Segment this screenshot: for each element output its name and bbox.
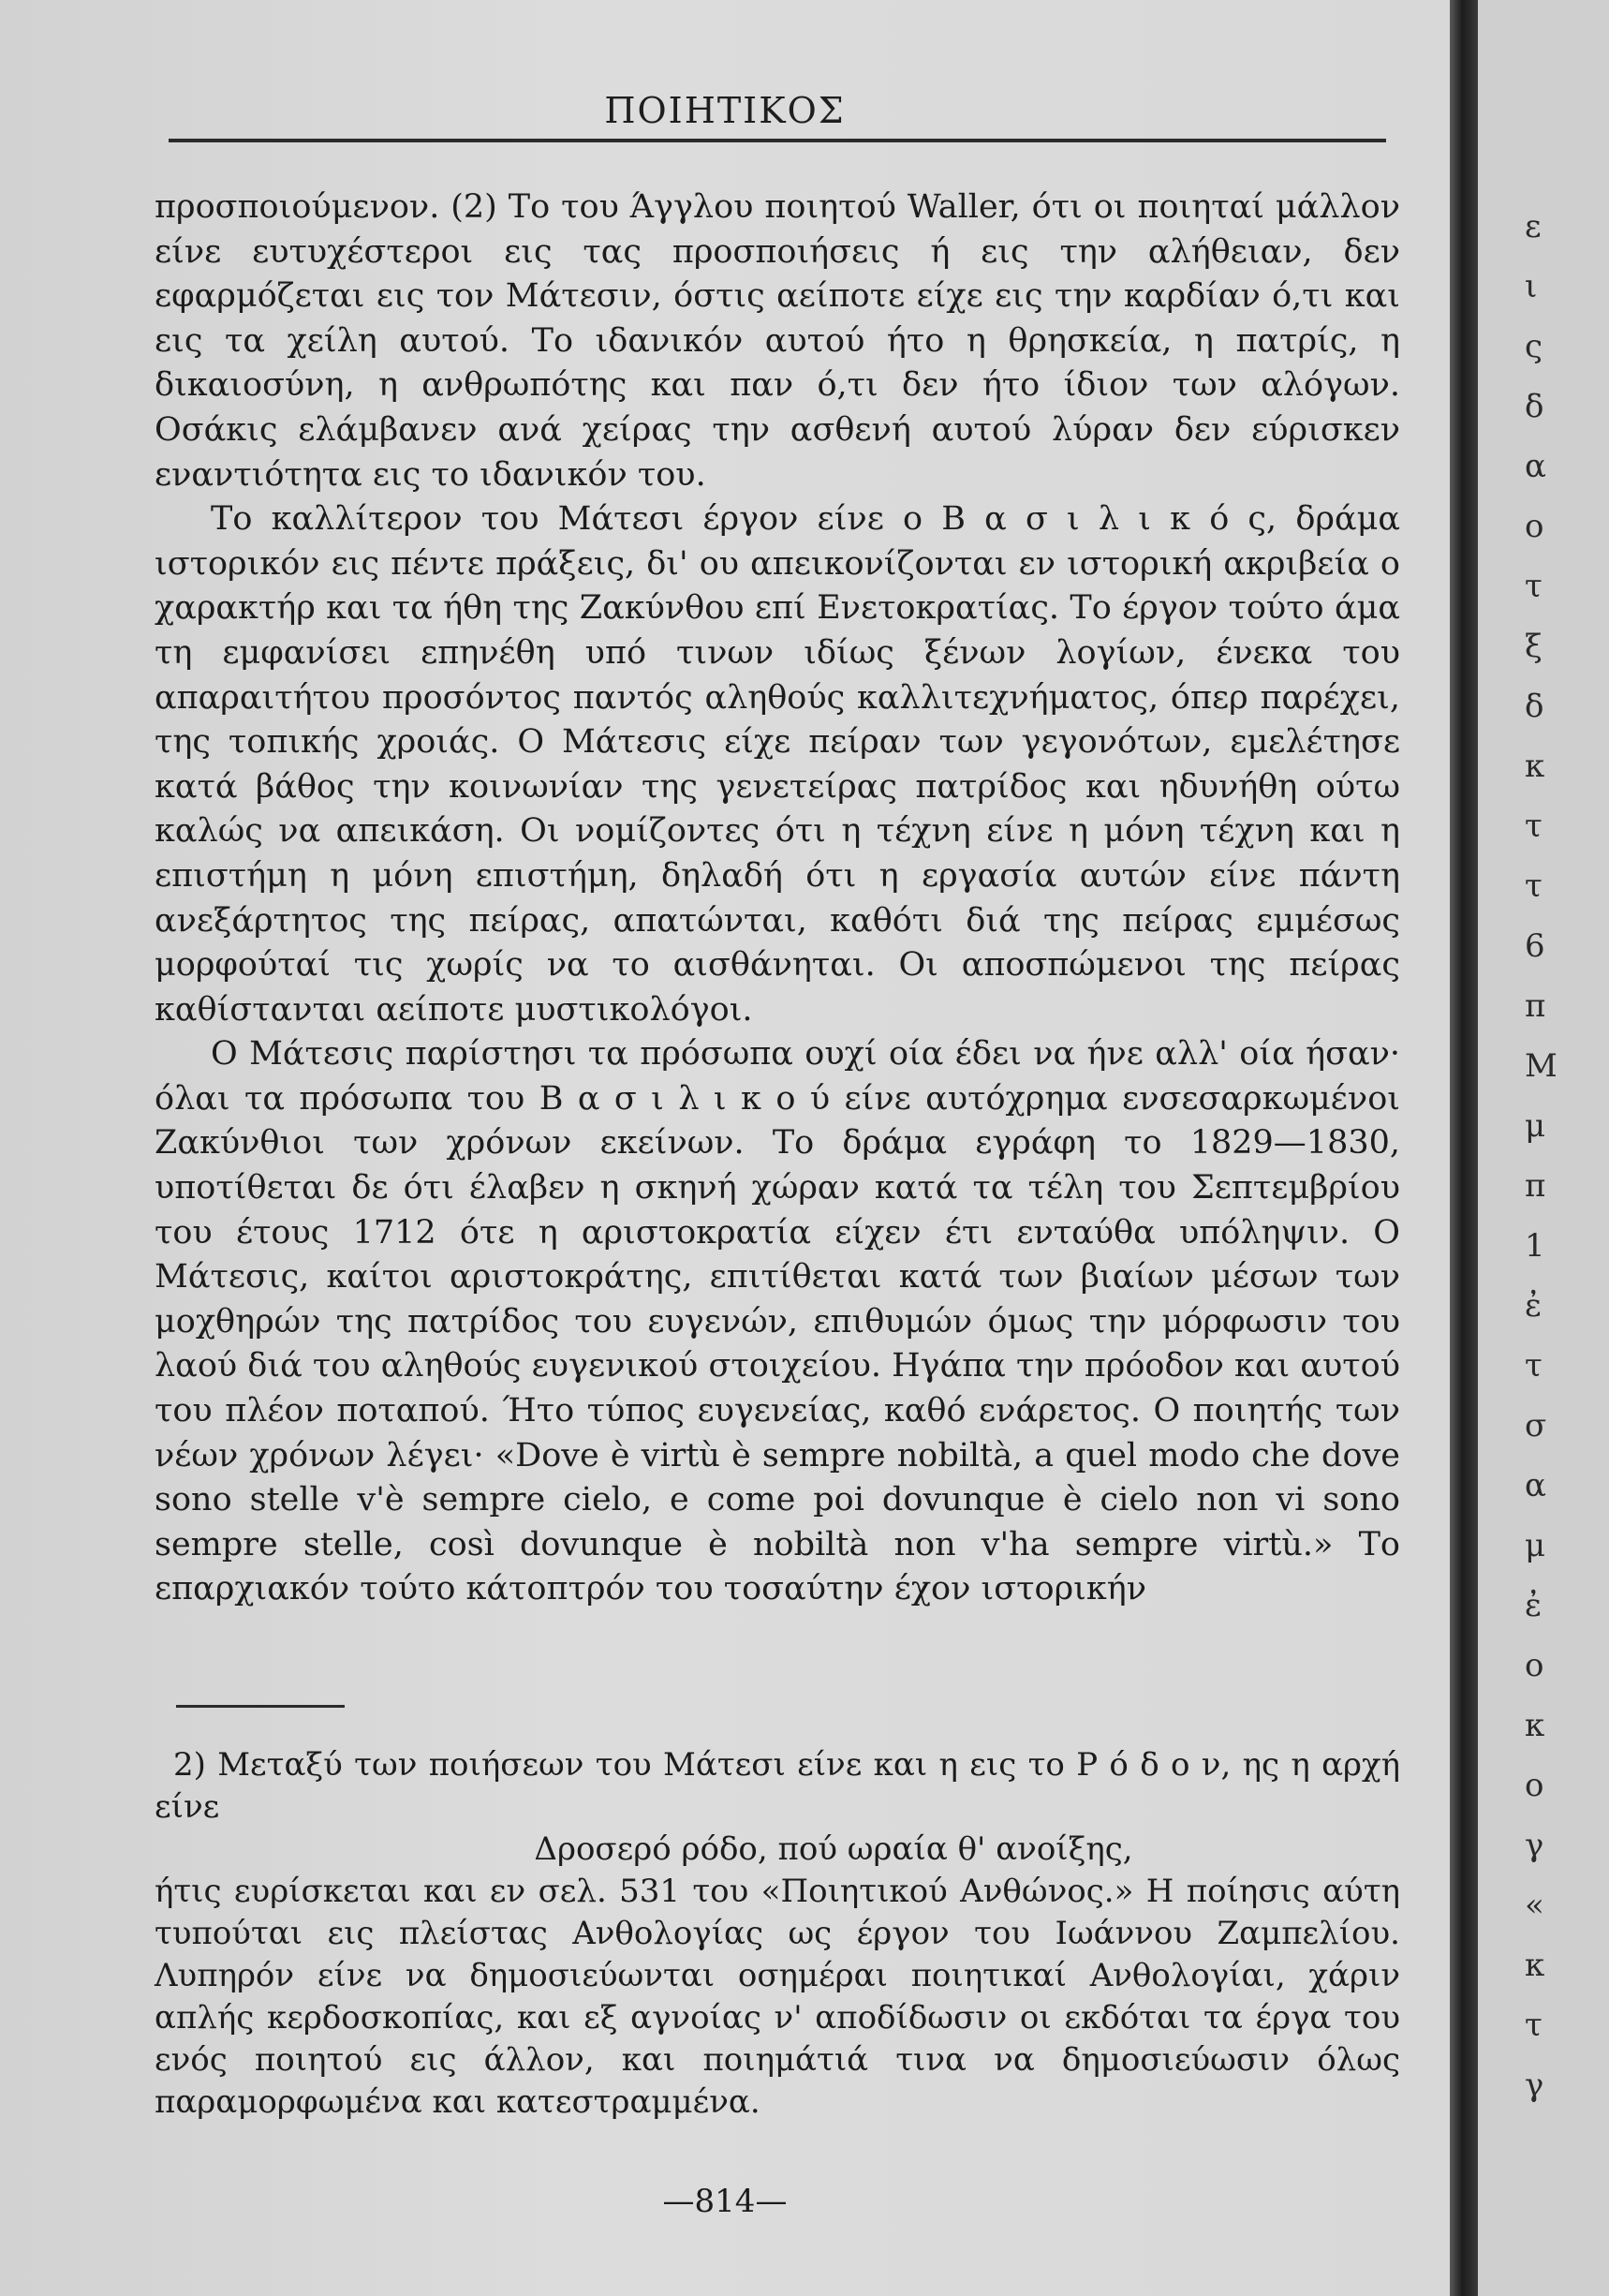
- facing-page-fragment: ο: [1525, 1647, 1544, 1684]
- facing-page-fragment: κ: [1525, 748, 1545, 785]
- facing-page-fragment: δ: [1525, 688, 1544, 725]
- facing-page-fragment: 1: [1525, 1227, 1545, 1265]
- facing-page-fragment: α: [1525, 448, 1546, 485]
- facing-page-fragment: ο: [1525, 508, 1544, 545]
- facing-page-fragment: ξ: [1525, 628, 1543, 665]
- facing-page-fragment: π: [1525, 987, 1546, 1025]
- paragraph: Το καλλίτερον του Μάτεσι έργον είνε ο Β α σ ι λ ι κ ό ς, δράμα ιστορικόν εις πέντε πράξεις, δι' ου απεικονίζονται εν ιστορική ακριβεία ο χαρακτήρ και τα ήθη της Ζακύνθου επί Ενετοκρατίας. Το έργον τούτο άμα τη εμφανίσει επηνέθη υπό τινων ιδίως ξένων λογίων, ένεκα του απαραιτήτου προσόντος παντός αληθούς καλλιτεχνήματος, όπερ παρέχει, της τοπικής χροιάς. Ο Μάτεσις είχε πείραν των γεγονότων, εμελέτησε κατά βάθος την κοινωνίαν της γενετείρας πατρίδος και ηδυνήθη ούτω καλώς να απεικάση. Οι νομίζοντες ότι η τέχνη είνε η μόνη τέχνη και η επιστήμη η μόνη επιστήμη, δηλαδή ότι η εργασία αυτών είνε πάντη ανεξάρτητος της πείρας, απατώνται, καθότι διά της πείρας εμμέσως μορφούταί τις χωρίς να το αισθάνηται. Οι αποσπώμενοι της πείρας καθίστανται αείποτε μυστικολόγοι.: [155, 500, 1400, 1029]
- facing-page-fragment: μ: [1525, 1527, 1546, 1564]
- main-text: [155, 185, 1400, 1612]
- header-rule: [169, 139, 1386, 142]
- facing-page-fragment: «: [1525, 1887, 1544, 1924]
- facing-page-fragment: ε: [1525, 208, 1542, 245]
- facing-page-fragment: μ: [1525, 1107, 1546, 1145]
- facing-page-fragment: τ: [1525, 807, 1543, 845]
- facing-page-fragment: ι: [1525, 268, 1538, 305]
- footnote-rule: [176, 1705, 345, 1708]
- facing-page-fragment: 6: [1525, 927, 1545, 965]
- facing-page: [1478, 0, 1609, 2296]
- facing-page-fragment: δ: [1525, 388, 1544, 425]
- running-head: ΠΟΙΗΤΙΚΟΣ: [604, 90, 846, 131]
- facing-page-fragment: τ: [1525, 568, 1543, 605]
- footnote-verse: Δροσερό ρόδο, πού ωραία θ' ανοίξης,: [534, 1830, 1133, 1868]
- facing-page-fragment: γ: [1525, 2066, 1544, 2104]
- facing-page-fragment: σ: [1525, 1407, 1547, 1444]
- facing-page-fragment: τ: [1525, 2007, 1543, 2044]
- facing-page-fragment: α: [1525, 1467, 1546, 1504]
- facing-page-fragment: ἐ: [1525, 1287, 1543, 1325]
- facing-page-fragment: γ: [1525, 1827, 1544, 1864]
- facing-page-fragment: ς: [1525, 328, 1543, 365]
- facing-page-fragment: τ: [1525, 867, 1543, 905]
- footnote-intro: 2) Μεταξύ των ποιήσεων του Μάτεσι είνε και η εις το Ρ ό δ ο ν, ης η αρχή είνε: [155, 1746, 1400, 1826]
- footnote: [155, 1744, 1400, 2124]
- facing-page-fragment: ο: [1525, 1767, 1544, 1804]
- facing-page-fragment: τ: [1525, 1347, 1543, 1385]
- book-gutter: [1450, 0, 1478, 2296]
- facing-page-fragment: κ: [1525, 1707, 1545, 1744]
- page-number: —814—: [662, 2183, 788, 2220]
- facing-page-fragment: π: [1525, 1167, 1546, 1205]
- footnote-body: ήτις ευρίσκεται και εν σελ. 531 του «Ποιητικού Ανθώνος.» Η ποίησις αύτη τυπούται εις πλείστας Ανθολογίας ως έργον του Ιωάννου Ζαμπελίου. Λυπηρόν είνε να δημοσιεύωνται οσημέραι ποιητικαί Ανθολογίαι, χάριν απλής κερδοσκοπίας, και εξ αγνοίας ν' αποδίδωσιν οι εκδόται τα έργα του ενός ποιητού εις άλλον, και ποιημάτιά τινα να δημοσιεύωσιν όλως παραμορφωμένα και κατεστραμμένα.: [155, 1873, 1400, 2121]
- facing-page-fragment: Μ: [1525, 1047, 1557, 1085]
- paragraph: προσποιούμενον. (2) Το του Άγγλου ποιητού Waller, ότι οι ποιηταί μάλλον είνε ευτυχέστεροι εις τας προσποιήσεις ή εις την αλήθειαν, δεν εφαρμόζεται εις τον Μάτεσιν, όστις αείποτε είχε εις την καρδίαν ό,τι και εις τα χείλη αυτού. Το ιδανικόν αυτού ήτο η θρησκεία, η πατρίς, η δικαιοσύνη, η ανθρωπότης και παν ό,τι δεν ήτο ίδιον των αλόγων. Οσάκις ελάμβανεν ανά χείρας την ασθενή αυτού λύραν δεν εύρισκεν εναντιότητα εις το ιδανικόν του.: [155, 188, 1400, 494]
- facing-page-fragment: κ: [1525, 1947, 1545, 1984]
- paragraph: Ο Μάτεσις παρίστησι τα πρόσωπα ουχί οία έδει να ήνε αλλ' οία ήσαν· όλαι τα πρόσωπα του Β α σ ι λ ι κ ο ύ είνε αυτόχρημα ενσεσαρκωμένοι Ζακύνθιοι των χρόνων εκείνων. Το δράμα εγράφη το 1829—1830, υποτίθεται δε ότι έλαβεν η σκηνή χώραν κατά τα τέλη του Σεπτεμβρίου του έτους 1712 ότε η αριστοκρατία είχεν έτι ενταύθα υπόληψιν. Ο Μάτεσις, καίτοι αριστοκράτης, επιτίθεται κατά των βιαίων μέσων των μοχθηρών της πατρίδος του ευγενών, επιθυμών όμως την μόρφωσιν του λαού διά του αληθούς ευγενικού στοιχείου. Ηγάπα την πρόοδον και αυτού του πλέον ποταπού. Ήτο τύπος ευγενείας, καθό ενάρετος. Ο ποιητής των νέων χρόνων λέγει· «Dove è virtù è sempre nobiltà, a quel modo che dove sono stelle v'è sempre cielo, e come poi dovunque è cielo non vi sono sempre stelle, così dovunque è nobiltà non v'ha sempre virtù.» Το επαρχιακόν τούτο κάτοπτρόν του τοσαύτην έχον ιστορικήν: [155, 1035, 1400, 1608]
- facing-page-fragment: ἐ: [1525, 1587, 1543, 1624]
